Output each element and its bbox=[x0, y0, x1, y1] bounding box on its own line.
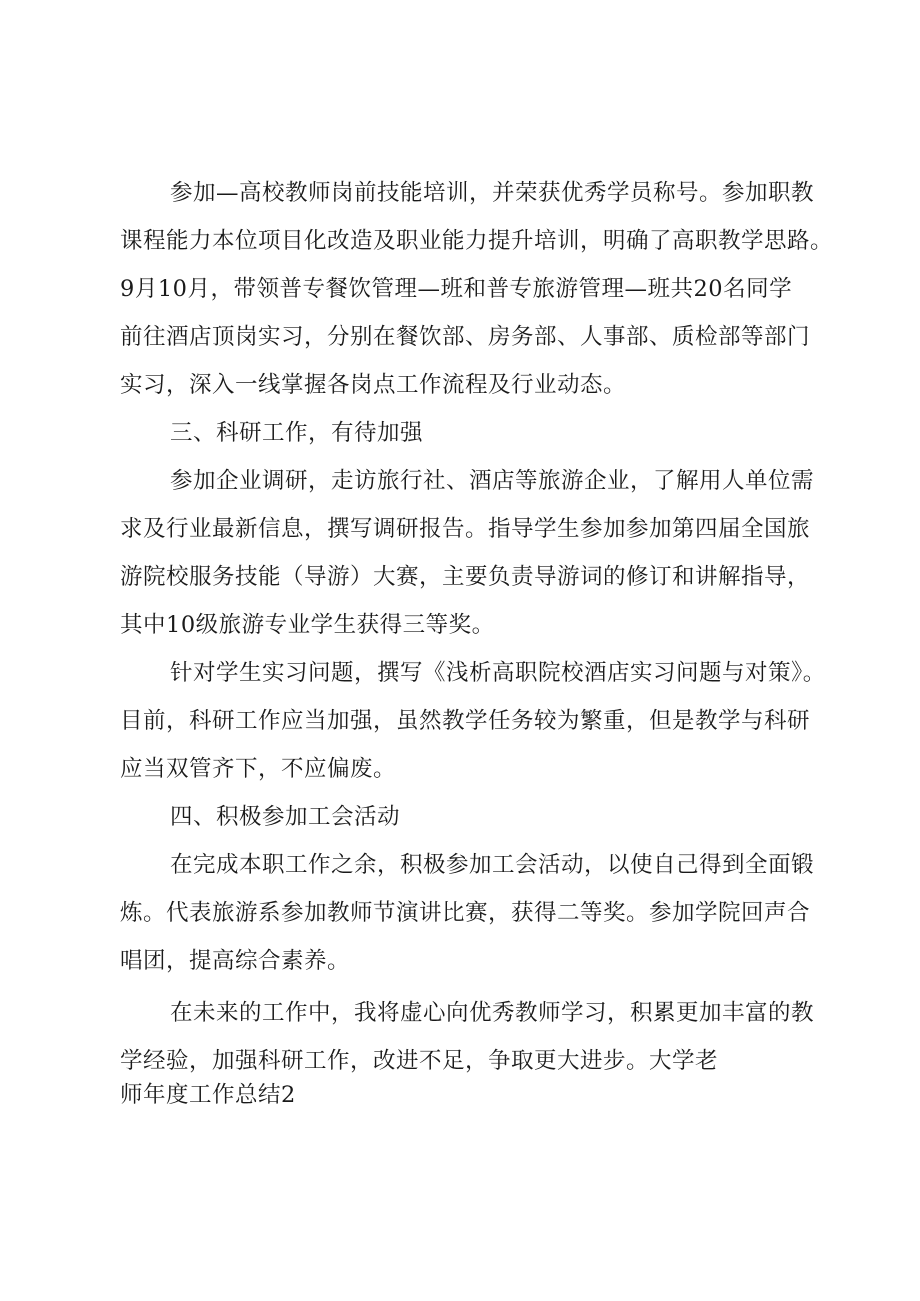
paragraph-line: 实习，深入一线掌握各岗点工作流程及行业动态。 bbox=[120, 372, 627, 398]
section-heading: 四、积极参加工会活动 bbox=[170, 804, 401, 830]
paragraph-line: 9月10月，带领普专餐饮管理—班和普专旅游管理—班共20名同学 bbox=[120, 276, 793, 302]
paragraph-line: 针对学生实习问题，撰写《浅析高职院校酒店实习问题与对策》。 bbox=[170, 660, 826, 686]
paragraph-line: 目前，科研工作应当加强，虽然教学任务较为繁重，但是教学与科研 bbox=[120, 708, 811, 734]
paragraph-line: 学经验，加强科研工作，改进不足，争取更大进步。大学老 bbox=[120, 1048, 719, 1074]
paragraph-line: 参加企业调研，走访旅行社、酒店等旅游企业，了解用人单位需 bbox=[170, 468, 815, 494]
paragraph-line: 在未来的工作中，我将虚心向优秀教师学习，积累更加丰富的教 bbox=[170, 1000, 815, 1026]
paragraph-line: 应当双管齐下，不应偏废。 bbox=[120, 756, 397, 782]
paragraph-line: 前往酒店顶岗实习，分别在餐饮部、房务部、人事部、质检部等部门 bbox=[120, 324, 811, 350]
paragraph-line: 其中10级旅游专业学生获得三等奖。 bbox=[120, 612, 495, 638]
paragraph-line: 炼。代表旅游系参加教师节演讲比赛，获得二等奖。参加学院回声合 bbox=[120, 900, 811, 926]
paragraph-line: 参加—高校教师岗前技能培训，并荣获优秀学员称号。参加职教 bbox=[170, 180, 815, 206]
paragraph-line: 课程能力本位项目化改造及职业能力提升培训，明确了高职教学思路。 bbox=[120, 228, 834, 254]
paragraph-line: 游院校服务技能（导游）大赛，主要负责导游词的修订和讲解指导， bbox=[120, 564, 811, 590]
section-heading: 三、科研工作，有待加强 bbox=[170, 420, 424, 446]
paragraph-line: 唱团，提高综合素养。 bbox=[120, 948, 351, 974]
paragraph-line: 在完成本职工作之余，积极参加工会活动，以使自己得到全面锻 bbox=[170, 852, 815, 878]
paragraph-line: 师年度工作总结2 bbox=[120, 1082, 296, 1108]
paragraph-line: 求及行业最新信息，撰写调研报告。指导学生参加参加第四届全国旅 bbox=[120, 516, 811, 542]
